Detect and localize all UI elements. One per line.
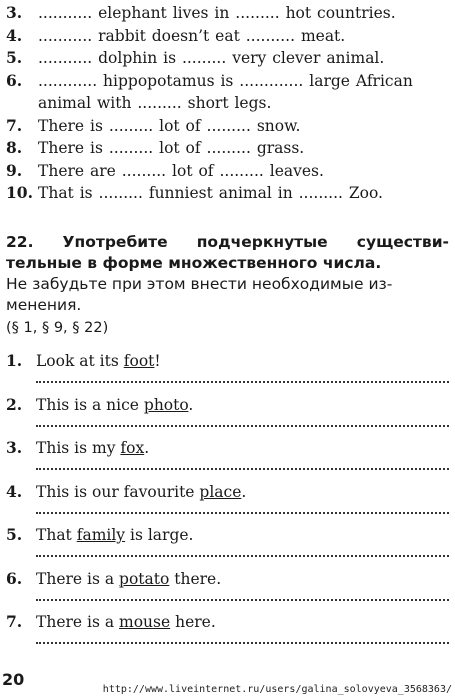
underlined-noun: place [199, 482, 242, 501]
underlined-noun: potato [119, 569, 170, 588]
task-sentence [36, 350, 161, 372]
task-item [6, 394, 449, 438]
task-item [6, 524, 449, 568]
answer-line[interactable] [36, 599, 449, 601]
task-number: 6. [6, 568, 23, 588]
task-text-after: . [241, 482, 247, 501]
page-number: 20 [2, 670, 25, 689]
task-number: 1. [6, 351, 23, 370]
task-text-after: . [144, 439, 150, 457]
item-number: 9. [6, 160, 23, 180]
underlined-noun: family [76, 526, 126, 544]
underlined-noun: photo [143, 395, 189, 414]
exercise-title-line-1: 22. Употребите подчеркнутые существи- [6, 233, 449, 251]
answer-line[interactable] [36, 512, 449, 514]
previous-exercise-list [6, 2, 451, 205]
exercise-instruction-line-2: менения. [6, 296, 82, 314]
list-item [6, 2, 451, 25]
item-text: There is ......... lot of ......... snow. [38, 116, 301, 135]
list-item [6, 137, 451, 160]
item-number: 7. [6, 115, 23, 135]
exercise-title-line-2: тельные в форме множественного числа. [6, 254, 382, 272]
list-item [6, 47, 451, 70]
task-sentence [36, 611, 216, 633]
list-item [6, 160, 451, 183]
list-item [6, 70, 451, 115]
answer-line[interactable] [36, 468, 449, 470]
item-number: 5. [6, 48, 23, 67]
task-sentence [36, 481, 246, 503]
underlined-noun: mouse [119, 613, 171, 631]
item-number: 8. [6, 138, 23, 157]
task-text-before: This is a nice [36, 395, 144, 414]
exercise-references: (§ 1, § 9, § 22) [6, 320, 109, 336]
task-text-after: ! [154, 352, 161, 370]
task-text-before: There is a [36, 569, 120, 588]
underlined-noun: fox [120, 439, 145, 457]
task-sentence [36, 524, 193, 546]
task-number: 5. [6, 525, 23, 544]
task-item [6, 611, 449, 655]
task-text-before: This is my [36, 439, 121, 457]
item-number: 10. [6, 183, 33, 202]
item-text: ........... rabbit doesn’t eat .......... meat. [38, 26, 346, 45]
task-number: 3. [6, 438, 23, 457]
task-text-after: is large. [125, 526, 194, 544]
task-item [6, 568, 449, 612]
task-text-after: . [188, 395, 194, 414]
item-number: 6. [6, 70, 23, 90]
task-sentence [36, 568, 221, 590]
item-text: There is ......... lot of ......... grass. [38, 139, 305, 157]
task-sentence [36, 394, 193, 416]
item-text: ........... dolphin is ......... very clever animal. [38, 49, 385, 67]
task-number: 2. [6, 394, 23, 414]
task-text-before: This is our favourite [36, 482, 200, 501]
item-text: There are ......... lot of ......... leaves. [38, 161, 324, 180]
source-url[interactable]: http://www.liveinternet.ru/users/galina_solovyeva_3568363/ [102, 684, 452, 695]
item-text: That is ......... funniest animal in ......... Zoo. [38, 184, 383, 202]
item-number: 3. [6, 3, 23, 22]
item-number: 4. [6, 25, 23, 45]
task-text-before: There is a [36, 613, 120, 631]
answer-line[interactable] [36, 381, 449, 383]
task-text-after: there. [169, 569, 222, 588]
task-number: 4. [6, 481, 23, 501]
task-item [6, 350, 449, 394]
answer-line[interactable] [36, 642, 449, 644]
list-item [6, 115, 451, 138]
exercise-tasks [6, 350, 449, 655]
exercise-instruction-line-1: Не забудьте при этом внести необходимые из- [6, 275, 393, 293]
task-text-before: That [36, 526, 77, 544]
task-text-after: here. [170, 613, 216, 631]
answer-line[interactable] [36, 555, 449, 557]
item-text: ............ hippopotamus is ............. large African animal with ......... short legs. [38, 71, 419, 112]
task-item [6, 437, 449, 481]
underlined-noun: foot [123, 352, 155, 370]
task-item [6, 481, 449, 525]
list-item [6, 25, 451, 48]
task-number: 7. [6, 612, 23, 631]
task-sentence [36, 437, 149, 459]
exercise-heading [6, 232, 449, 339]
task-text-before: Look at its [36, 352, 124, 370]
answer-line[interactable] [36, 425, 449, 427]
list-item [6, 182, 451, 205]
item-text: ........... elephant lives in ......... hot countries. [38, 4, 396, 22]
